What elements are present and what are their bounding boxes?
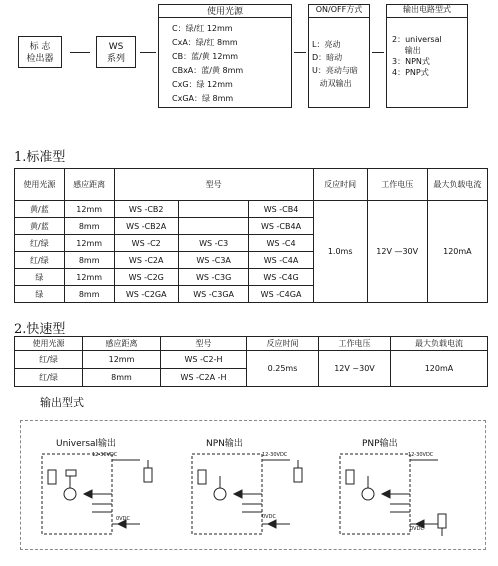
cell-voltage: 12V —30V [367, 201, 427, 303]
cell-distance: 12mm [64, 269, 114, 286]
cell-model: WS -C3GA [178, 286, 249, 303]
cell-model: WS -C2A [114, 252, 178, 269]
brand-box: 标 志 检出器 [18, 36, 62, 68]
cell-model: WS -C4A [249, 252, 313, 269]
output-line: 3：NPN式 [392, 57, 430, 66]
standard-spec-table [14, 168, 488, 303]
cell-model: WS -CB4 [249, 201, 313, 218]
col-header: 工作电压 [319, 337, 391, 351]
series-box: WS 系列 [96, 36, 136, 68]
cell-model: WS -C2 [114, 235, 178, 252]
col-header: 使用光源 [15, 169, 65, 201]
col-header: 使用光源 [15, 337, 83, 351]
cell-model: WS -C3G [178, 269, 249, 286]
cell-source: 红/绿 [15, 252, 65, 269]
light-source-line: C：绿/红 12mm [172, 24, 233, 33]
npn-schematic [186, 450, 334, 540]
connector-line [70, 52, 90, 53]
pnp-schematic [334, 450, 482, 540]
cell-model: WS -C2GA [114, 286, 178, 303]
col-header: 最大负载电流 [427, 169, 487, 201]
cell-source: 绿 [15, 286, 65, 303]
cell-distance: 12mm [83, 351, 161, 369]
cell-model: WS -C2A -H [161, 369, 247, 387]
cell-source: 绿 [15, 269, 65, 286]
fast-spec-table [14, 336, 488, 387]
cell-current: 120mA [391, 351, 488, 387]
cell-distance: 12mm [64, 201, 114, 218]
section2-title: 2.快速型 [14, 322, 66, 337]
connector-line [372, 52, 384, 53]
cell-source: 红/绿 [15, 235, 65, 252]
cell-model: WS -C4GA [249, 286, 313, 303]
universal-title: Universal输出 [56, 439, 117, 449]
col-header: 型号 [114, 169, 313, 201]
cell-source: 黄/蓝 [15, 218, 65, 235]
universal-schematic [36, 450, 184, 540]
section1-title: 1.标准型 [14, 150, 66, 165]
col-header: 工作电压 [367, 169, 427, 201]
npn-title: NPN输出 [206, 439, 243, 449]
cell-distance: 8mm [64, 218, 114, 235]
light-source-line: CxGA：绿 8mm [172, 94, 234, 103]
light-source-line: CB：蓝/黄 12mm [172, 52, 239, 61]
cell-model [178, 218, 249, 235]
cell-distance: 8mm [64, 286, 114, 303]
zero-volt-label: 0VDC [262, 514, 276, 520]
vplus-label: 12-30VDC [92, 452, 118, 458]
cell-model: WS -C3 [178, 235, 249, 252]
vplus-label: 12-30VDC [262, 452, 288, 458]
onoff-line: D：暗动 [312, 53, 343, 62]
zero-volt-label: 0VDC [410, 526, 424, 532]
pnp-title: PNP输出 [362, 439, 398, 449]
onoff-line: U：亮动与暗 [312, 66, 358, 75]
connector-line [294, 52, 306, 53]
connector-line [140, 52, 156, 53]
output-list [392, 34, 468, 78]
cell-model: WS -C4 [249, 235, 313, 252]
cell-model: WS -CB4A [249, 218, 313, 235]
cell-distance: 8mm [64, 252, 114, 269]
onoff-line: 动双输出 [312, 79, 352, 88]
cell-source: 红/绿 [15, 369, 83, 387]
cell-model: WS -C3A [178, 252, 249, 269]
light-source-line: CxA：绿/红 8mm [172, 38, 238, 47]
col-header: 反应时间 [313, 169, 367, 201]
light-source-line: CxG：绿 12mm [172, 80, 233, 89]
cell-source: 黄/蓝 [15, 201, 65, 218]
light-source-header: 使用光源 [158, 4, 292, 18]
cell-response-time: 0.25ms [247, 351, 319, 387]
output-types-title: 输出型式 [40, 396, 84, 409]
onoff-header: ON/OFF方式 [308, 4, 370, 18]
cell-model: WS -CB2 [114, 201, 178, 218]
cell-model: WS -C2G [114, 269, 178, 286]
zero-volt-label: 0VDC [116, 516, 130, 522]
cell-voltage: 12V ~30V [319, 351, 391, 387]
cell-model: WS -C4G [249, 269, 313, 286]
cell-response-time: 1.0ms [313, 201, 367, 303]
table-row [15, 201, 488, 218]
col-header: 感应距离 [64, 169, 114, 201]
cell-model [178, 201, 249, 218]
cell-model: WS -C2-H [161, 351, 247, 369]
cell-source: 红/绿 [15, 351, 83, 369]
col-header: 型号 [161, 337, 247, 351]
output-line: 2：universal [392, 35, 442, 44]
col-header: 反应时间 [247, 337, 319, 351]
output-line: 4：PNP式 [392, 68, 429, 77]
output-header: 输出电路型式 [386, 4, 468, 18]
onoff-list [312, 38, 372, 90]
onoff-line: L：亮动 [312, 40, 341, 49]
cell-distance: 8mm [83, 369, 161, 387]
vplus-label: 12-30VDC [408, 452, 434, 458]
col-header: 感应距离 [83, 337, 161, 351]
light-source-line: CBxA：蓝/黄 8mm [172, 66, 244, 75]
col-header: 最大负载电流 [391, 337, 488, 351]
cell-distance: 12mm [64, 235, 114, 252]
output-line: 输出 [392, 46, 421, 55]
cell-model: WS -CB2A [114, 218, 178, 235]
table-row [15, 351, 488, 369]
light-source-list [172, 22, 290, 106]
cell-current: 120mA [427, 201, 487, 303]
